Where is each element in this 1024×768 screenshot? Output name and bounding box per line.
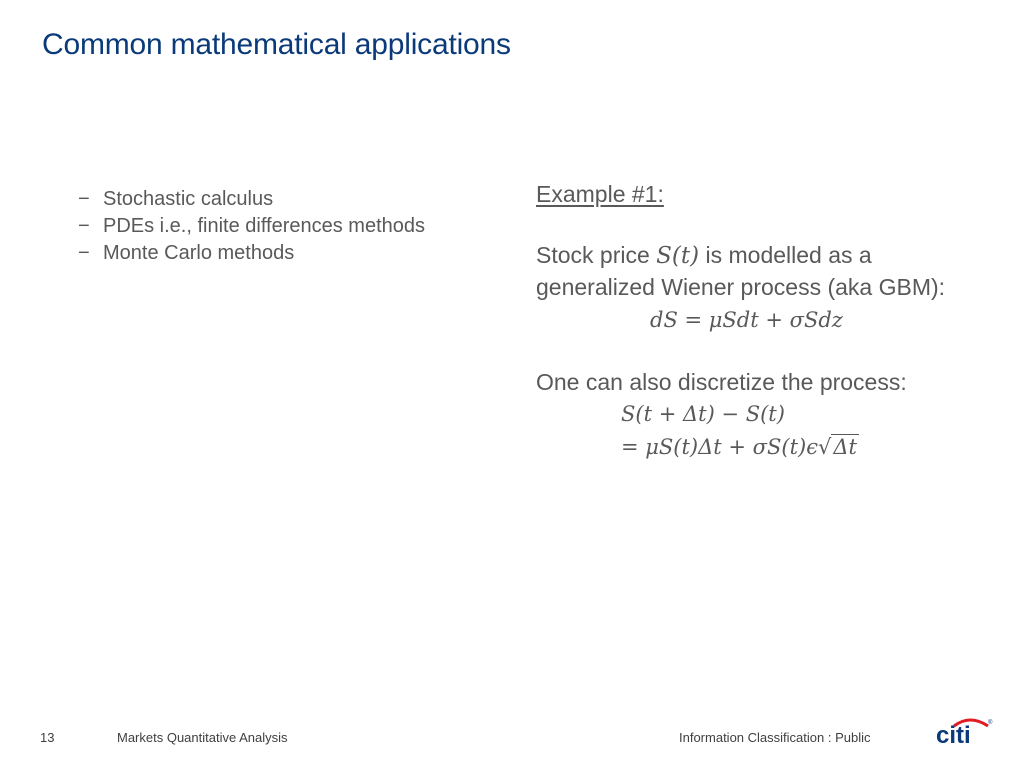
stock-text-pre: Stock price <box>536 242 657 268</box>
example-panel <box>536 178 966 464</box>
list-item <box>78 213 425 240</box>
discrete-equation-line1: S(t + Δt) − S(t) <box>621 402 785 426</box>
equation-line2-main: = μS(t)Δt + σS(t)ϵ√ <box>621 435 832 459</box>
discretize-text: One can also discretize the process: <box>536 369 907 395</box>
bullet-text: Monte Carlo methods <box>103 242 295 264</box>
slide-title: Common mathematical applications <box>42 28 511 61</box>
page-number: 13 <box>40 730 55 745</box>
bullet-marker: − <box>78 188 90 210</box>
gbm-equation: dS = μSdt + σSdz <box>650 308 843 332</box>
bullet-marker: − <box>78 215 90 237</box>
example-heading: Example #1: <box>536 181 664 207</box>
bullet-list <box>78 186 425 267</box>
stock-text-post: is modelled as a generalized Wiener process (aka GBM): <box>536 242 946 300</box>
list-item <box>78 240 425 267</box>
svg-text:®: ® <box>988 720 993 726</box>
bullet-text: PDEs i.e., finite differences methods <box>103 215 426 237</box>
footer-classification: Information Classification : Public <box>679 730 871 745</box>
stock-price-paragraph <box>536 240 966 303</box>
stock-variable: S(t) <box>656 243 700 269</box>
list-item <box>78 186 425 213</box>
bullet-marker: − <box>78 242 90 264</box>
sqrt-radicand: Δt <box>833 435 857 459</box>
citi-logo <box>934 712 994 746</box>
discrete-equation-line2 <box>621 431 966 464</box>
footer-department: Markets Quantitative Analysis <box>117 730 288 745</box>
svg-text:citi: citi <box>936 722 971 746</box>
bullet-text: Stochastic calculus <box>103 188 274 210</box>
